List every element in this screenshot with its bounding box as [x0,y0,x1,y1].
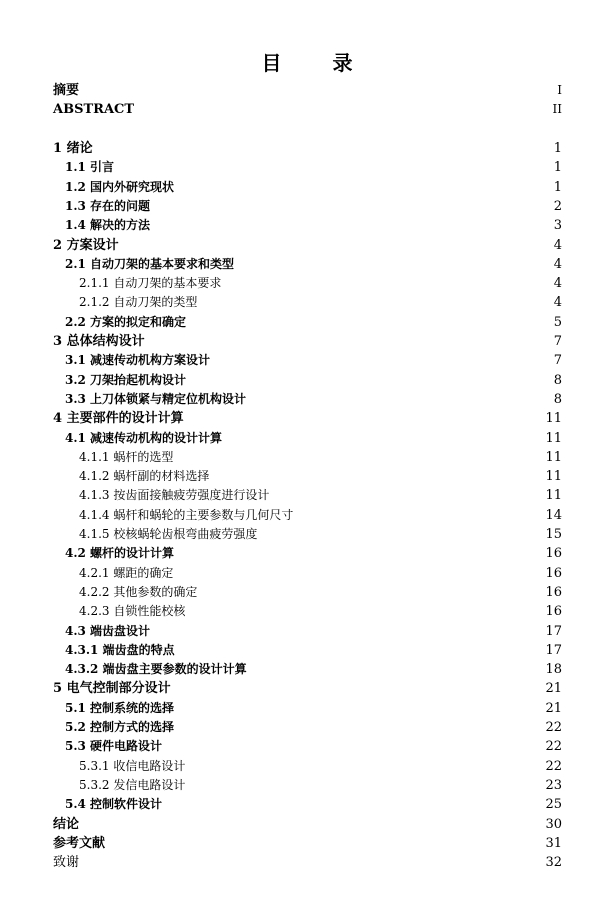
toc-entry-label: 5.1 控制系统的选择 [65,700,175,715]
toc-entry-label: 4.2.3 自锁性能校核 [79,604,186,619]
toc-entry[interactable] [0,293,614,312]
toc-entry-abstract-en[interactable] [0,100,614,119]
toc-entry-page: 14 [545,507,562,523]
toc-entry-label: 4.1.3 按齿面接触疲劳强度进行设计 [79,488,270,503]
toc-entry[interactable] [0,409,614,428]
toc-entry-page: 25 [545,797,562,813]
toc-entry-label: 5.4 控制软件设计 [65,797,163,812]
toc-entry-label: 3.3 上刀体锁紧与精定位机构设计 [65,391,247,406]
toc-entry[interactable] [0,853,614,872]
toc-entry-label: 5.3.2 发信电路设计 [79,777,186,792]
toc-entry[interactable] [0,564,614,583]
toc-entry-page: 31 [545,835,562,851]
toc-entry-page: 17 [545,642,562,658]
toc-entry-label: 4.1.1 蜗杆的选型 [79,449,174,464]
toc-entry[interactable] [0,506,614,525]
toc-entry[interactable] [0,255,614,274]
toc-entry[interactable] [0,815,614,834]
toc-entry[interactable] [0,679,614,698]
toc-entry-page: 11 [545,469,562,485]
toc-entry[interactable] [0,641,614,660]
toc-entry-label: 结论 [53,816,80,832]
toc-entry[interactable] [0,602,614,621]
toc-entry-page: 32 [545,855,562,871]
toc-entry-label: 3.1 减速传动机构方案设计 [65,353,211,368]
toc-entry[interactable] [0,178,614,197]
toc-entry-abstract-cn[interactable] [0,81,614,100]
toc-entry-label: 4.1 减速传动机构的设计计算 [65,430,223,445]
toc-entry-page: 22 [545,739,562,755]
toc-entry-page: 5 [553,314,562,330]
toc-entry-page: 8 [553,391,562,407]
toc-entry-label: 3.2 刀架抬起机构设计 [65,372,187,387]
toc-entry-page: II [552,102,562,116]
toc-entry-page: 21 [545,681,562,697]
toc-entry-label: 4.1.2 蜗杆副的材料选择 [79,469,210,484]
toc-entry[interactable] [0,486,614,505]
toc-entry-label: 2.1.1 自动刀架的基本要求 [79,276,222,291]
toc-entry-page: 16 [545,546,562,562]
toc-entry-page: 4 [553,295,562,311]
toc-entry-page: 4 [553,237,562,253]
toc-entry-label: 4.2 螺杆的设计计算 [65,546,175,561]
toc-entry[interactable] [0,139,614,158]
toc-entry[interactable] [0,236,614,255]
toc-entry[interactable] [0,158,614,177]
toc-entry-page: 21 [545,700,562,716]
toc-entry-page: 11 [545,449,562,465]
toc-entry[interactable] [0,660,614,679]
toc-entry-label: 2.2 方案的拟定和确定 [65,314,187,329]
toc-entry[interactable] [0,467,614,486]
toc-entry[interactable] [0,429,614,448]
toc-entry-page: 7 [553,334,562,349]
toc-entry-page: 11 [545,488,562,504]
toc-entry[interactable] [0,795,614,814]
toc-entry-label: 5.2 控制方式的选择 [65,720,175,734]
toc-entry-page: 17 [545,623,562,639]
toc-entry-label: 4.1.5 校核蜗轮齿根弯曲疲劳强度 [79,527,258,541]
toc-entry-page: 4 [553,256,562,272]
toc-entry-label: 1.3 存在的问题 [65,198,151,213]
toc-entry-label: 致谢 [53,855,80,871]
toc-entry-label: 4.3 端齿盘设计 [65,623,151,638]
toc-entry-label: ABSTRACT [53,102,135,117]
toc-entry-label: 5.3 硬件电路设计 [65,739,163,754]
toc-entry-page: 23 [545,777,562,793]
toc-entry-label: 5.3.1 收信电路设计 [79,758,186,773]
toc-entry-label: 4.2.1 螺距的确定 [79,565,174,580]
toc-entry-label: 4.3.2 端齿盘主要参数的设计计算 [65,662,247,677]
toc-entry-label: 4.3.1 端齿盘的特点 [65,642,175,657]
toc-entry-page: 7 [553,353,562,369]
toc-entry[interactable] [0,390,614,409]
toc-entry-label: 4.1.4 蜗杆和蜗轮的主要参数与几何尺寸 [79,507,294,522]
toc-entry-page: 8 [553,372,562,388]
toc-entry[interactable] [0,776,614,795]
toc-entry-page: 11 [545,411,562,427]
toc-entry-label: 参考文献 [53,835,106,851]
toc-entry-page: 1 [553,160,562,176]
toc-entry-label: 2.1.2 自动刀架的类型 [79,295,198,310]
toc-entry-page: 15 [545,527,562,542]
toc-entry-label: 摘要 [53,83,80,98]
toc-entry-page: 22 [545,720,562,735]
toc-entry-page: 1 [553,141,562,156]
toc-entry-label: 4 主要部件的设计计算 [53,411,184,427]
toc-entry-label: 1 绪论 [53,141,93,156]
toc-entry[interactable] [0,216,614,235]
toc-entry-label: 4.2.2 其他参数的确定 [79,584,198,599]
toc-entry-label: 5 电气控制部分设计 [53,681,171,697]
toc-entry[interactable] [0,583,614,602]
toc-entry[interactable] [0,448,614,467]
toc-entry[interactable] [0,371,614,390]
toc-entry-page: 1 [553,179,562,195]
toc-entry[interactable] [0,274,614,293]
toc-entry-page: 11 [545,430,562,446]
toc-entry-page: 18 [545,662,562,678]
toc-entry-label: 3 总体结构设计 [53,334,145,349]
toc-entry[interactable] [0,525,614,544]
toc-entry[interactable] [0,544,614,563]
toc-entry-page: 16 [545,565,562,581]
toc-entry-page: I [557,83,562,97]
toc-entry-label: 1.4 解决的方法 [65,218,151,233]
toc-entry-label: 1.1 引言 [65,160,115,175]
toc-entry[interactable] [0,699,614,718]
toc-entry[interactable] [0,737,614,756]
toc-title: 目 录 [261,51,375,75]
toc-entry[interactable] [0,622,614,641]
toc-entry[interactable] [0,834,614,853]
toc-entry-page: 3 [553,218,562,234]
toc-entry-page: 16 [545,584,562,600]
toc-entry-label: 1.2 国内外研究现状 [65,179,175,194]
toc-entry-label: 2.1 自动刀架的基本要求和类型 [65,256,235,271]
toc-entry[interactable] [0,351,614,370]
toc-entry-page: 16 [545,604,562,620]
toc-entry[interactable] [0,313,614,332]
toc-entry[interactable] [0,718,614,737]
toc-entry-page: 2 [553,198,562,214]
toc-entry[interactable] [0,197,614,216]
toc-entry[interactable] [0,332,614,351]
toc-entry-page: 4 [553,276,562,292]
toc-entry[interactable] [0,757,614,776]
toc-entry-page: 22 [545,758,562,774]
toc-entry-page: 30 [545,816,562,832]
toc-entry-label: 2 方案设计 [53,237,119,253]
